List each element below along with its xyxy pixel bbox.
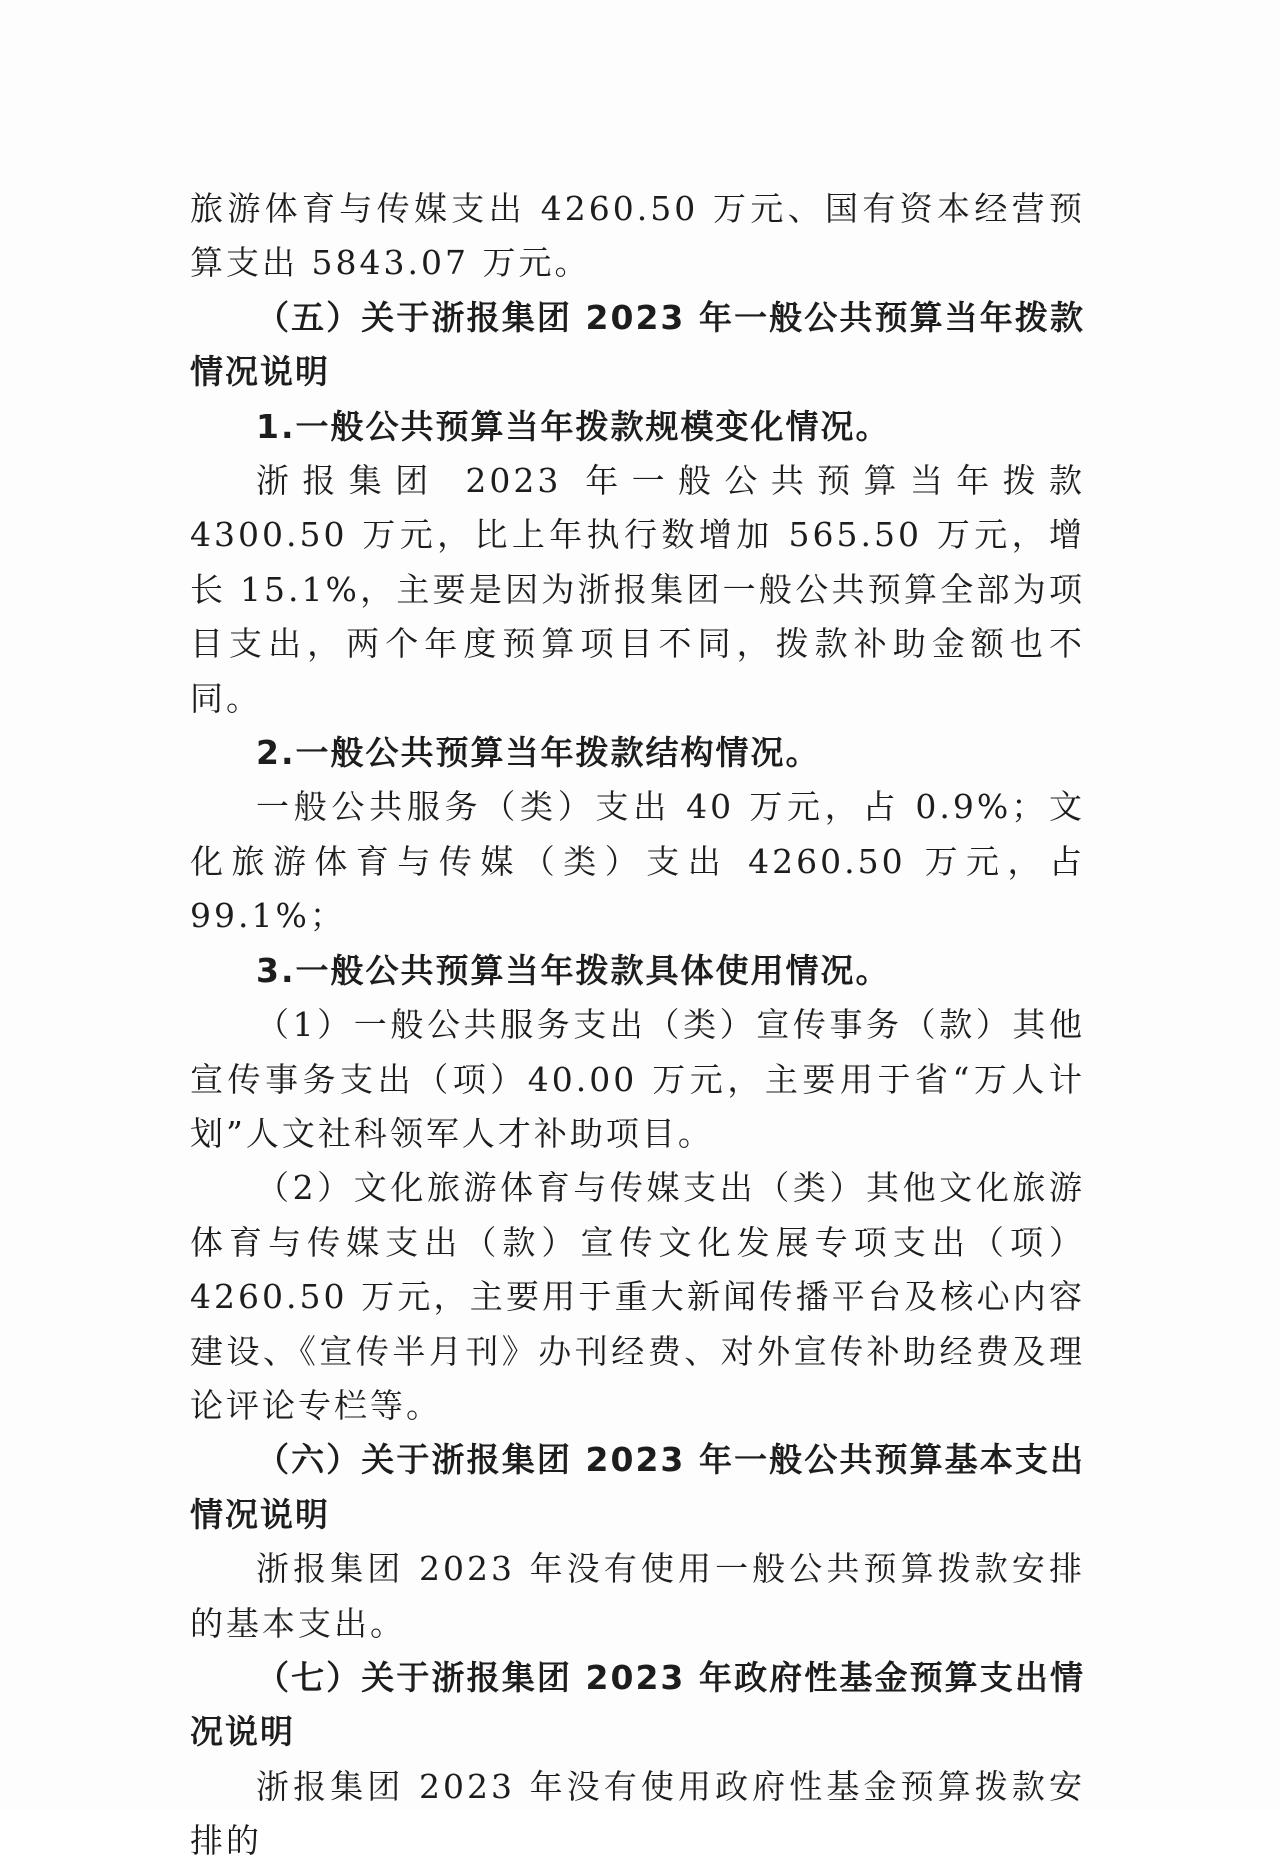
section-heading-5: （五）关于浙报集团 2023 年一般公共预算当年拨款情况说明 bbox=[190, 297, 1085, 392]
paragraph-basic-expense: 浙报集团 2023 年没有使用一般公共预算拨款安排的基本支出。 bbox=[190, 1549, 1085, 1643]
subheading-1: 1.一般公共预算当年拨款规模变化情况。 bbox=[256, 406, 891, 446]
paragraph-expense-summary: 旅游体育与传媒支出 4260.50 万元、国有资本经营预算支出 5843.07 万元。 bbox=[190, 189, 1085, 283]
section-heading-7: （七）关于浙报集团 2023 年政府性基金预算支出情况说明 bbox=[190, 1657, 1085, 1752]
paragraph-usage-2: （2）文化旅游体育与传媒支出（类）其他文化旅游体育与传媒支出（款）宣传文化发展专项支出（项）4260.50 万元，主要用于重大新闻传播平台及核心内容建设、《宣传半月刊》办刊经费、对外宣传补助经费及理论评论专栏等。 bbox=[190, 1168, 1085, 1425]
paragraph-usage-1: （1）一般公共服务支出（类）宣传事务（款）其他宣传事务支出（项）40.00 万元，主要用于省“万人计划”人文社科领军人才补助项目。 bbox=[190, 1005, 1085, 1153]
section-heading-6: （六）关于浙报集团 2023 年一般公共预算基本支出情况说明 bbox=[190, 1440, 1085, 1534]
paragraph-fund-budget: 浙报集团 2023 年没有使用政府性基金预算拨款安排的 bbox=[190, 1766, 1085, 1861]
document-body bbox=[190, 182, 1085, 1869]
paragraph-scale-change: 浙报集团 2023 年一般公共预算当年拨款 4300.50 万元，比上年执行数增加 565.50 万元，增长 15.1%，主要是因为浙报集团一般公共预算全部为项目支出，两个年度预算项目不同，拨款补助金额也不同。 bbox=[190, 461, 1085, 718]
paragraph-structure: 一般公共服务（类）支出 40 万元，占 0.9%；文化旅游体育与传媒（类）支出 4260.50 万元，占 99.1%； bbox=[190, 787, 1085, 936]
subheading-2: 2.一般公共预算当年拨款结构情况。 bbox=[256, 733, 821, 773]
subheading-3: 3.一般公共预算当年拨款具体使用情况。 bbox=[256, 950, 891, 990]
